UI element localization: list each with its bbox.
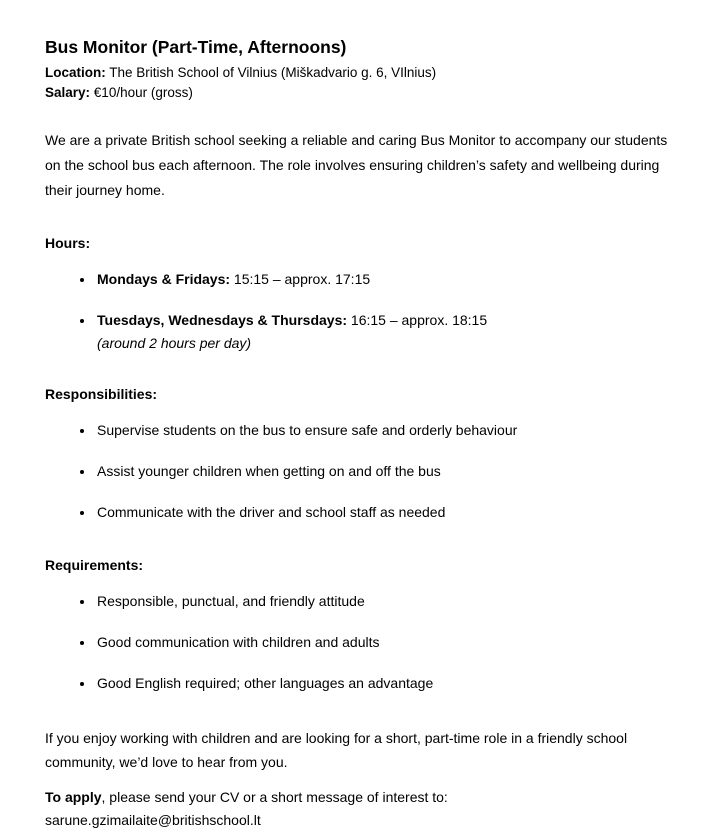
hours-item-time: 15:15 – approx. 17:15 — [233, 271, 371, 287]
hours-item-time: 16:15 – approx. 18:15 — [350, 312, 488, 328]
apply-instructions: , please send your CV or a short message of interest to: — [101, 789, 448, 805]
list-item: • Assist younger children when getting on and off the bus — [95, 459, 674, 484]
list-item — [95, 308, 674, 354]
responsibilities-heading: Responsibilities: — [45, 386, 158, 402]
salary-label: Salary: — [45, 85, 91, 100]
location-value: The British School of Vilnius (Miškadvario g. 6, VIlnius) — [109, 65, 437, 80]
requirements-heading: Requirements: — [45, 557, 144, 573]
list-item: • Good communication with children and adults — [95, 630, 674, 655]
page-title: Bus Monitor (Part-Time, Afternoons) — [45, 37, 347, 57]
apply-block — [45, 786, 674, 832]
apply-label: To apply — [45, 789, 102, 805]
hours-item-days: Mondays & Fridays: — [97, 271, 231, 287]
apply-line — [45, 786, 674, 809]
list-item: • Communicate with the driver and school staff as needed — [95, 500, 674, 525]
location-line — [45, 63, 674, 83]
location-label: Location: — [45, 65, 106, 80]
hours-heading: Hours: — [45, 235, 91, 251]
hours-note: (around 2 hours per day) — [97, 335, 252, 351]
hours-item-days: Tuesdays, Wednesdays & Thursdays: — [97, 312, 348, 328]
closing-paragraph: If you enjoy working with children and are looking for a short, part-time role in a friendly school community, we’d love to hear from you. — [45, 730, 628, 770]
requirements-list — [45, 589, 674, 696]
hours-list — [45, 267, 674, 354]
list-item: • Responsible, punctual, and friendly attitude — [95, 589, 674, 614]
list-item: • Good English required; other languages an advantage — [95, 671, 674, 696]
salary-value: €10/hour (gross) — [93, 85, 193, 100]
list-item: • Supervise students on the bus to ensure safe and orderly behaviour — [95, 418, 674, 443]
responsibilities-list — [45, 418, 674, 525]
intro-paragraph: We are a private British school seeking a reliable and caring Bus Monitor to accompany our students on the school bus each afternoon. The role involves ensuring children’s safety and wellbeing during their journey home. — [45, 132, 668, 198]
apply-email: sarune.gzimailaite@britishschool.lt — [45, 812, 261, 828]
salary-line — [45, 83, 674, 103]
list-item — [95, 267, 674, 292]
